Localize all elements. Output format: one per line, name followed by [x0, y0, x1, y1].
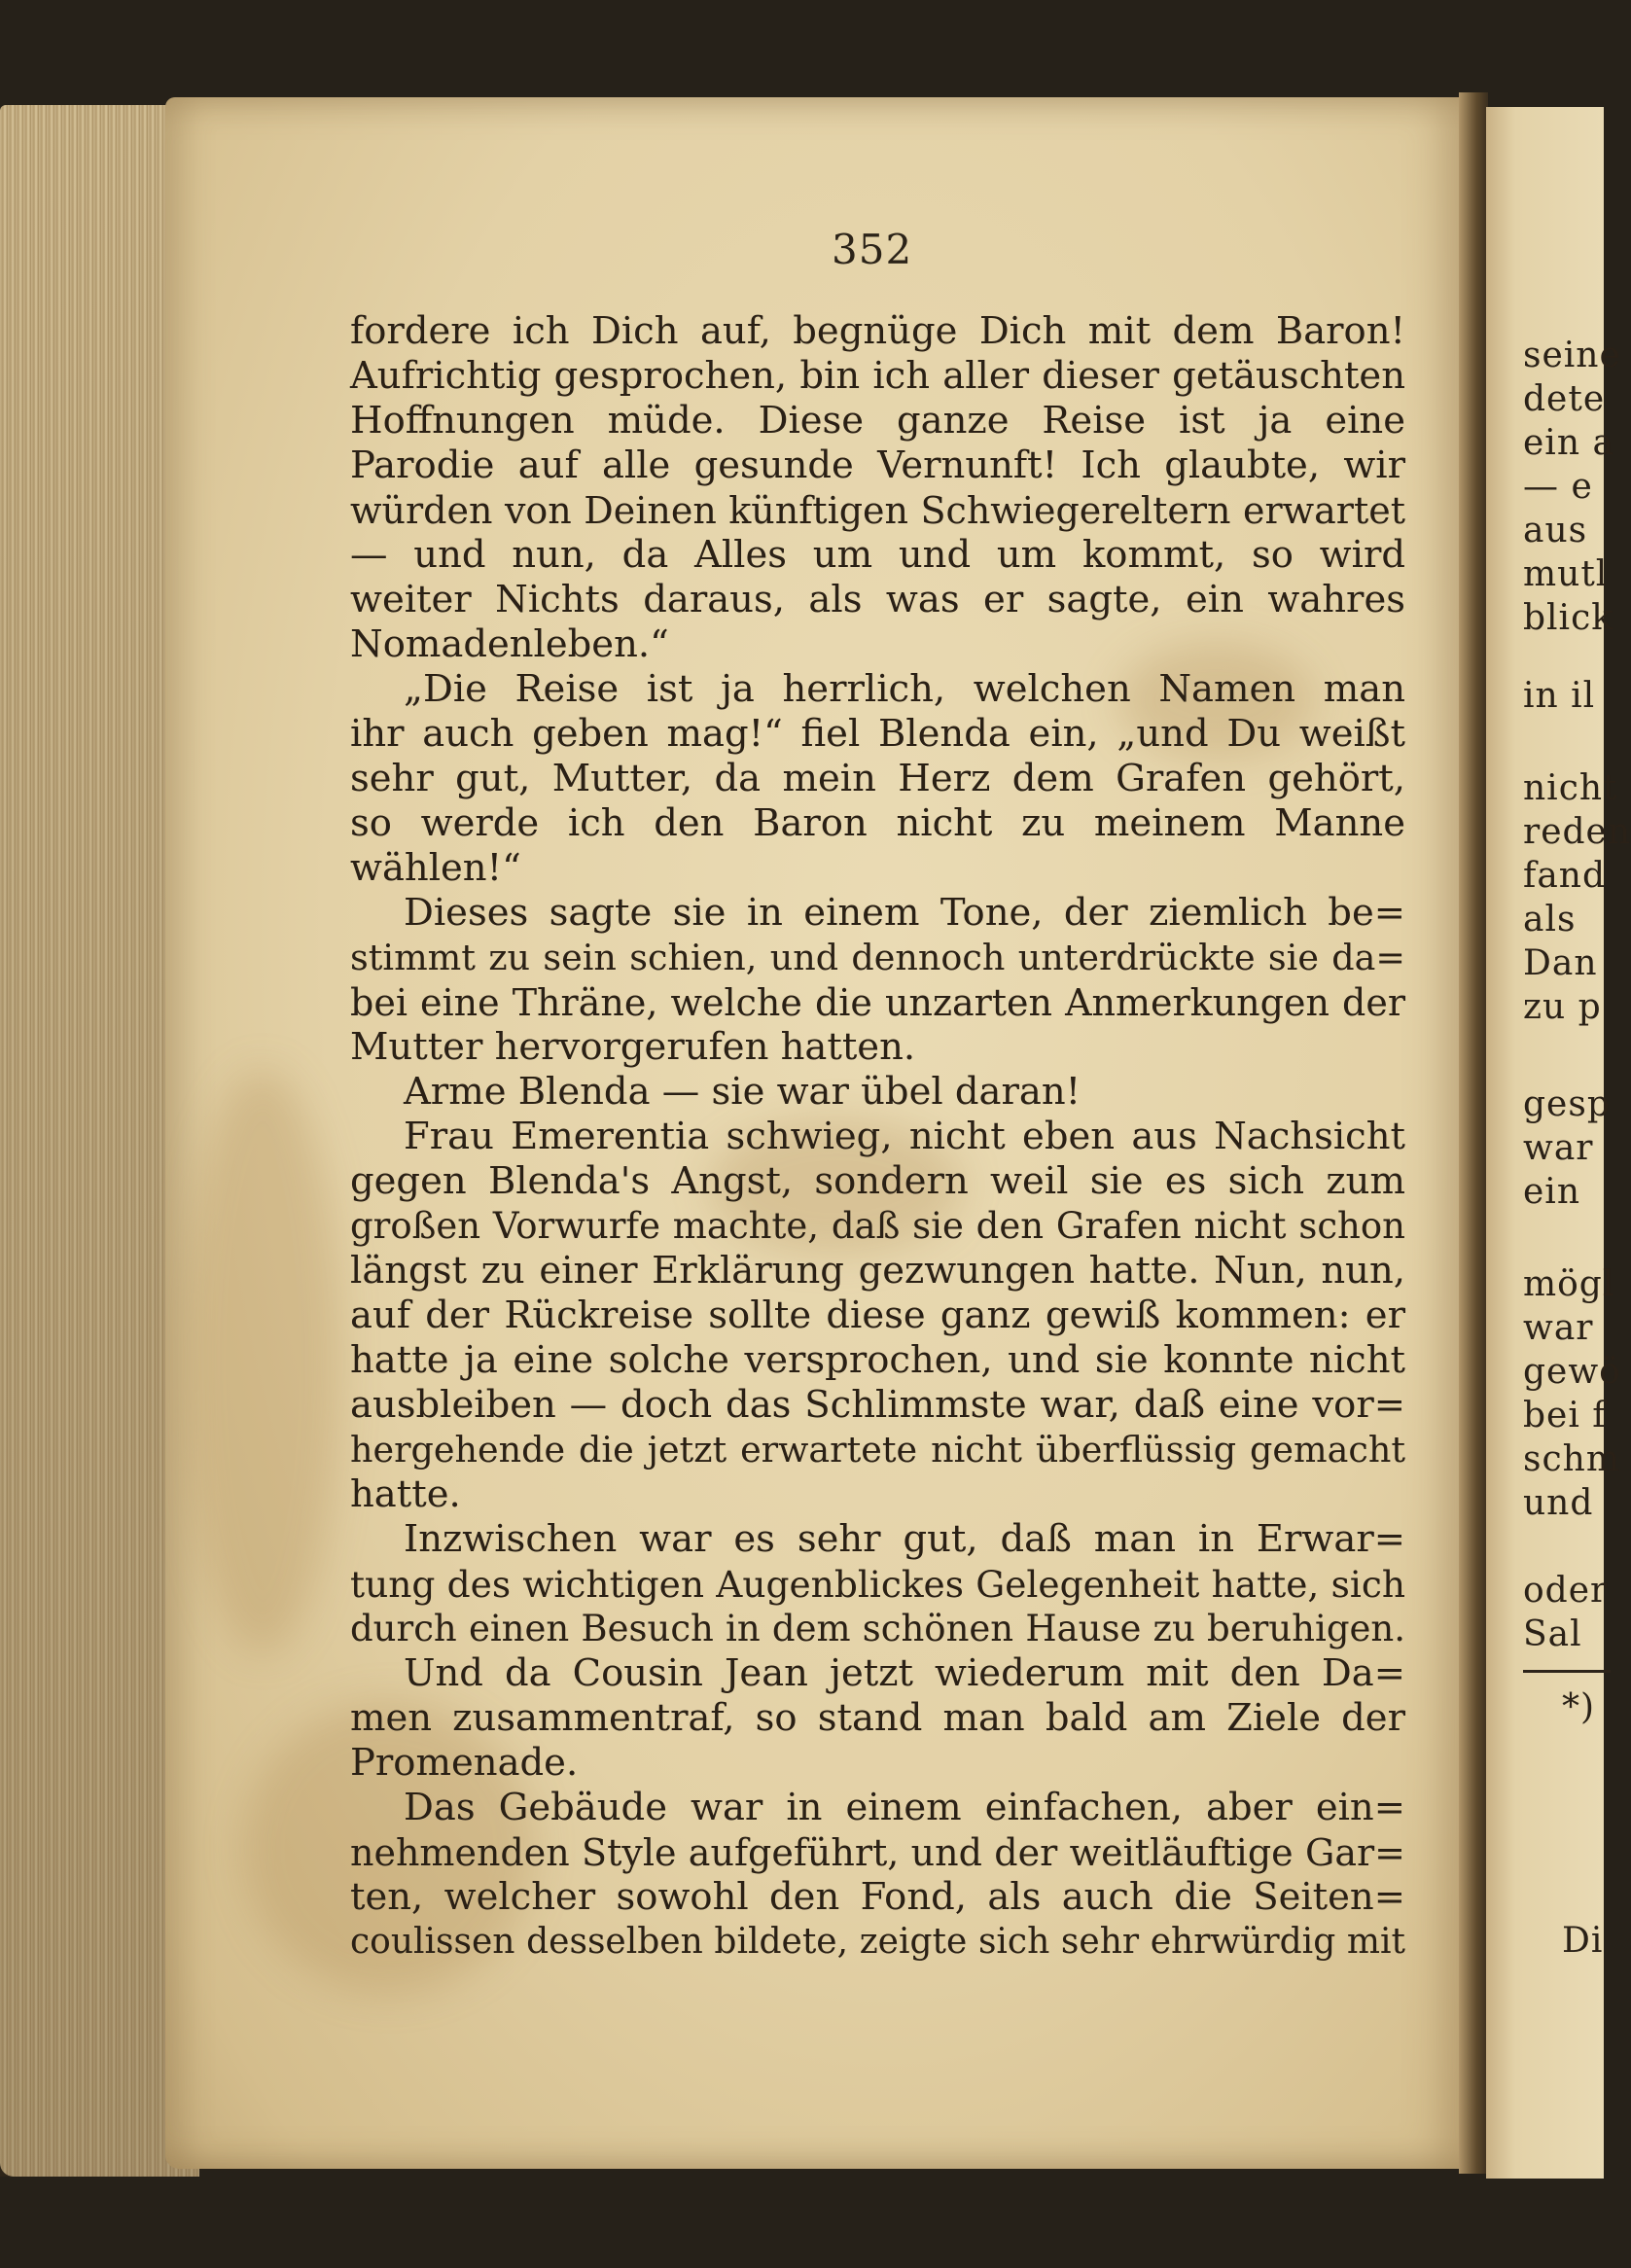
text-line: ausbleiben — doch das Schlimmste war, daß eine vor=: [350, 1383, 1405, 1427]
right-page-text: *): [1562, 1687, 1596, 1727]
text-line: Nomadenleben.“: [350, 622, 669, 666]
right-page-text: mutl: [1523, 554, 1609, 594]
text-line: ten, welcher sowohl den Fond, als auch die Seiten=: [350, 1875, 1405, 1919]
right-page-text: war: [1523, 1128, 1594, 1168]
right-page-text: war: [1523, 1308, 1594, 1348]
text-line: ihr auch geben mag!“ fiel Blenda ein, „und Du weißt: [350, 712, 1405, 756]
text-line: tung des wichtigen Augenblickes Gelegenheit hatte, sich: [350, 1563, 1405, 1606]
right-page-text: in il: [1523, 676, 1596, 716]
text-line: Aufrichtig gesprochen, bin ich aller dieser getäuschten: [350, 354, 1405, 398]
right-page-text: ein: [1523, 1172, 1581, 1212]
text-line: wählen!“: [350, 846, 521, 890]
right-page-text: fand: [1523, 856, 1607, 896]
right-page-text: — e: [1523, 467, 1593, 507]
text-line: Frau Emerentia schwieg, nicht eben aus Nachsicht: [404, 1115, 1405, 1158]
right-page-text: schm: [1523, 1439, 1620, 1479]
book-gutter: [1459, 92, 1488, 2174]
right-page-text: blick: [1523, 598, 1614, 638]
text-line: durch einen Besuch in dem schönen Hause zu beruhigen.: [350, 1608, 1405, 1649]
right-page-text: gesp: [1523, 1084, 1611, 1124]
right-page-text: Sal: [1523, 1614, 1582, 1654]
text-line: bei eine Thräne, welche die unzarten Anmerkungen der: [350, 981, 1405, 1024]
right-page-text: zu p: [1523, 987, 1602, 1027]
right-page-text: Di: [1562, 1921, 1604, 1961]
text-line: hatte.: [350, 1472, 461, 1516]
text-line: stimmt zu sein schien, und dennoch unterdrückte sie da=: [350, 937, 1405, 978]
right-page-text: seine: [1523, 336, 1621, 375]
text-line: hatte ja eine solche versprochen, und sie konnte nicht: [350, 1338, 1405, 1382]
text-line: auf der Rückreise sollte diese ganz gewiß kommen: er: [350, 1293, 1405, 1337]
text-line: großen Vorwurfe machte, daß sie den Grafen nicht schon: [350, 1205, 1405, 1247]
right-page-text: bei f: [1523, 1396, 1607, 1435]
footnote-rule: [1523, 1670, 1611, 1673]
text-line: fordere ich Dich auf, begnüge Dich mit dem Baron!: [350, 309, 1405, 353]
text-line: würden von Deinen künftigen Schwiegereltern erwartet: [350, 489, 1405, 532]
text-line: „Die Reise ist ja herrlich, welchen Namen man: [404, 667, 1405, 711]
text-line: Parodie auf alle gesunde Vernunft! Ich glaubte, wir: [350, 443, 1405, 487]
right-page-text: oder: [1523, 1571, 1609, 1611]
text-line: nehmenden Style aufgeführt, und der weitläuftige Gar=: [350, 1831, 1405, 1874]
text-line: — und nun, da Alles um und um kommt, so wird: [350, 533, 1405, 577]
text-line: coulissen desselben bildete, zeigte sich sehr ehrwürdig mit: [350, 1922, 1405, 1962]
right-page-text: als: [1523, 900, 1577, 939]
text-line: men zusammentraf, so stand man bald am Ziele der: [350, 1696, 1405, 1740]
text-line: hergehende die jetzt erwartete nicht überflüssig gemacht: [350, 1429, 1405, 1471]
text-line: gegen Blenda's Angst, sondern weil sie es sich zum: [350, 1159, 1405, 1203]
stain: [185, 1070, 340, 1653]
text-line: weiter Nichts daraus, als was er sagte, ein wahres: [350, 578, 1405, 621]
text-line: Mutter hervorgerufen hatten.: [350, 1025, 916, 1069]
text-line: Und da Cousin Jean jetzt wiederum mit den Da=: [404, 1651, 1405, 1695]
right-page-text: dete: [1523, 379, 1606, 419]
text-line: so werde ich den Baron nicht zu meinem Manne: [350, 801, 1405, 845]
right-page-text: ein a: [1523, 423, 1614, 463]
right-page-text: nicht: [1523, 768, 1618, 808]
right-page-text: und: [1523, 1483, 1594, 1523]
text-line: Arme Blenda — sie war übel daran!: [404, 1070, 1081, 1114]
text-line: Das Gebäude war in einem einfachen, aber ein=: [404, 1786, 1405, 1829]
text-line: Inzwischen war es sehr gut, daß man in Erwar=: [404, 1517, 1405, 1561]
right-page-text: gewö: [1523, 1352, 1621, 1392]
page-number: 352: [832, 226, 913, 273]
right-page-text: mögl: [1523, 1264, 1615, 1304]
right-page-text: reden: [1523, 812, 1631, 852]
text-line: längst zu einer Erklärung gezwungen hatte. Nun, nun,: [350, 1249, 1405, 1293]
text-line: sehr gut, Mutter, da mein Herz dem Grafen gehört,: [350, 757, 1405, 800]
right-page-text: aus: [1523, 511, 1588, 550]
right-page-text: Dan: [1523, 943, 1598, 983]
text-line: Promenade.: [350, 1741, 579, 1785]
text-line: Hoffnungen müde. Diese ganze Reise ist ja eine: [350, 399, 1405, 443]
text-line: Dieses sagte sie in einem Tone, der ziemlich be=: [404, 891, 1405, 935]
right-page-fragment: [1486, 107, 1631, 2179]
